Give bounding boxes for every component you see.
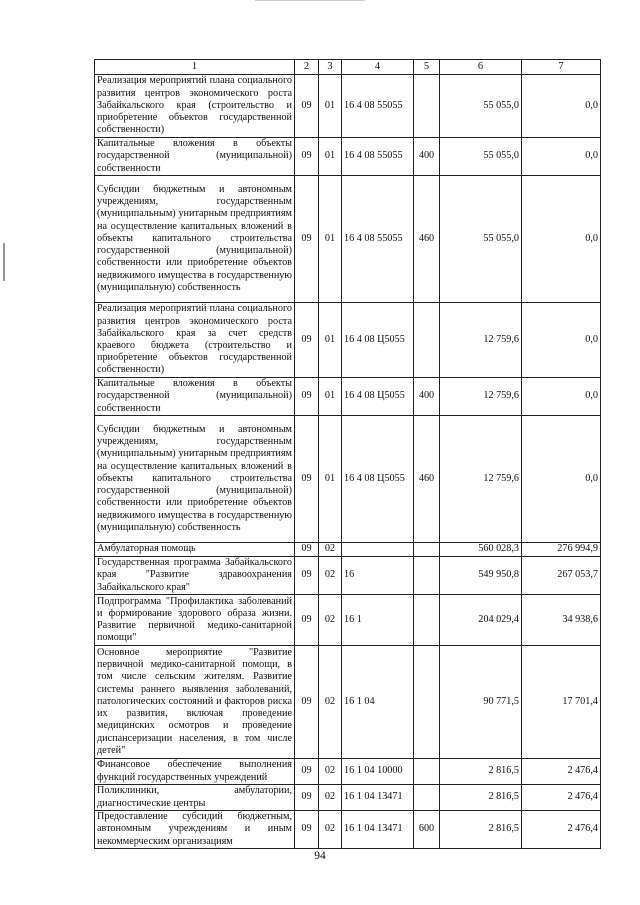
- row-amount-col6: 2 816,5: [440, 759, 522, 785]
- row-amount-col6: 55 055,0: [440, 75, 522, 138]
- table-row: [95, 811, 601, 849]
- row-name: Субсидии бюджетным и автономным учреждениям, государственным (муниципальным) унитарным предприятиям на осуществление капитальных вложений в объекты капитального строительства государственной (муниципальной) собственности или приобретение объектов недвижимого имущества в государственную (муниципальную) собственность: [95, 176, 295, 303]
- row-name: Поликлиники, амбулатории, диагностические центры: [95, 785, 295, 811]
- row-subsection: 02: [319, 543, 342, 557]
- table-row: [95, 595, 601, 646]
- row-target-code: 16 4 08 55055: [342, 75, 414, 138]
- row-section: 09: [295, 378, 319, 416]
- row-expense-type: 600: [414, 811, 440, 849]
- top-edge-line: [255, 0, 365, 1]
- row-amount-col6: 55 055,0: [440, 176, 522, 303]
- row-amount-col6: 2 816,5: [440, 811, 522, 849]
- column-header: 6: [440, 60, 522, 75]
- row-amount-col6: 12 759,6: [440, 303, 522, 378]
- row-name: Субсидии бюджетным и автономным учреждениям, государственным (муниципальным) унитарным предприятиям на осуществление капитальных вложений в объекты капитального строительства государственной (муниципальной) собственности или приобретение объектов недвижимого имущества в государственную (муниципальную) собственность: [95, 416, 295, 543]
- row-amount-col7: 2 476,4: [522, 811, 601, 849]
- row-expense-type: [414, 75, 440, 138]
- row-amount-col7: 0,0: [522, 138, 601, 176]
- row-section: 09: [295, 75, 319, 138]
- row-section: 09: [295, 646, 319, 759]
- row-amount-col6: 560 028,3: [440, 543, 522, 557]
- row-expense-type: 400: [414, 138, 440, 176]
- row-name: Реализация мероприятий плана социального развития центров экономического роста Забайкальского края (строительство и приобретение объектов государственной собственности): [95, 75, 295, 138]
- row-amount-col7: 2 476,4: [522, 785, 601, 811]
- row-section: 09: [295, 303, 319, 378]
- column-header: 5: [414, 60, 440, 75]
- row-subsection: 02: [319, 785, 342, 811]
- row-name: Предоставление субсидий бюджетным, автономным учреждениям и иным некоммерческим организациям: [95, 811, 295, 849]
- row-expense-type: [414, 303, 440, 378]
- row-amount-col7: 0,0: [522, 303, 601, 378]
- table-row: [95, 138, 601, 176]
- row-amount-col7: 0,0: [522, 75, 601, 138]
- row-target-code: 16 4 08 Ц5055: [342, 303, 414, 378]
- row-section: 09: [295, 811, 319, 849]
- row-subsection: 02: [319, 759, 342, 785]
- row-subsection: 01: [319, 416, 342, 543]
- row-target-code: 16 1 04 13471: [342, 785, 414, 811]
- table-header-row: [95, 60, 601, 75]
- table-row: [95, 543, 601, 557]
- row-name: Финансовое обеспечение выполнения функций государственных учреждений: [95, 759, 295, 785]
- table-row: [95, 378, 601, 416]
- row-target-code: [342, 543, 414, 557]
- row-subsection: 01: [319, 176, 342, 303]
- row-amount-col6: 12 759,6: [440, 416, 522, 543]
- row-section: 09: [295, 416, 319, 543]
- table-row: [95, 557, 601, 595]
- table-row: [95, 646, 601, 759]
- row-expense-type: [414, 595, 440, 646]
- row-expense-type: [414, 543, 440, 557]
- row-name: Основное мероприятие "Развитие первичной медико-санитарной помощи, в том числе сельским жителям. Развитие системы раннего выявления заболеваний, патологических состояний и факторов риска их развития, включая проведение медицинских осмотров и проведение диспансеризации населения, в том числе детей": [95, 646, 295, 759]
- row-subsection: 01: [319, 75, 342, 138]
- table-row: [95, 176, 601, 303]
- row-name: Государственная программа Забайкальского края "Развитие здравоохранения Забайкальского края": [95, 557, 295, 595]
- row-target-code: 16: [342, 557, 414, 595]
- row-amount-col6: 55 055,0: [440, 138, 522, 176]
- row-amount-col6: 12 759,6: [440, 378, 522, 416]
- row-amount-col7: 34 938,6: [522, 595, 601, 646]
- row-amount-col6: 90 771,5: [440, 646, 522, 759]
- row-expense-type: [414, 759, 440, 785]
- budget-table: [94, 59, 601, 849]
- row-target-code: 16 4 08 Ц5055: [342, 416, 414, 543]
- row-target-code: 16 1 04 13471: [342, 811, 414, 849]
- row-amount-col7: 0,0: [522, 176, 601, 303]
- row-expense-type: [414, 646, 440, 759]
- table-row: [95, 785, 601, 811]
- row-name: Капитальные вложения в объекты государственной (муниципальной) собственности: [95, 378, 295, 416]
- row-amount-col7: 2 476,4: [522, 759, 601, 785]
- row-expense-type: 460: [414, 416, 440, 543]
- row-section: 09: [295, 759, 319, 785]
- table-row: [95, 303, 601, 378]
- row-section: 09: [295, 176, 319, 303]
- row-target-code: 16 4 08 Ц5055: [342, 378, 414, 416]
- row-section: 09: [295, 557, 319, 595]
- row-subsection: 02: [319, 595, 342, 646]
- row-section: 09: [295, 138, 319, 176]
- row-subsection: 01: [319, 378, 342, 416]
- row-target-code: 16 1 04 10000: [342, 759, 414, 785]
- scan-margin-mark: [3, 243, 5, 281]
- row-subsection: 02: [319, 811, 342, 849]
- row-name: Капитальные вложения в объекты государственной (муниципальной) собственности: [95, 138, 295, 176]
- row-subsection: 01: [319, 303, 342, 378]
- row-name: Амбулаторная помощь: [95, 543, 295, 557]
- row-amount-col7: 276 994,9: [522, 543, 601, 557]
- table-row: [95, 416, 601, 543]
- row-amount-col7: 267 053,7: [522, 557, 601, 595]
- row-target-code: 16 4 08 55055: [342, 176, 414, 303]
- row-section: 09: [295, 595, 319, 646]
- column-header: 4: [342, 60, 414, 75]
- row-target-code: 16 4 08 55055: [342, 138, 414, 176]
- row-amount-col6: 549 950,8: [440, 557, 522, 595]
- row-name: Подпрограмма "Профилактика заболеваний и формирование здорового образа жизни. Развитие первичной медико-санитарной помощи": [95, 595, 295, 646]
- table-row: [95, 759, 601, 785]
- column-header: 2: [295, 60, 319, 75]
- row-name: Реализация мероприятий плана социального развития центров экономического роста Забайкальского края за счет средств краевого бюджета (строительство и приобретение объектов государственной собственности): [95, 303, 295, 378]
- row-amount-col6: 204 029,4: [440, 595, 522, 646]
- row-section: 09: [295, 543, 319, 557]
- row-subsection: 01: [319, 138, 342, 176]
- page-number: 94: [314, 850, 326, 862]
- column-header: 1: [95, 60, 295, 75]
- row-expense-type: 400: [414, 378, 440, 416]
- row-amount-col7: 17 701,4: [522, 646, 601, 759]
- row-expense-type: [414, 785, 440, 811]
- row-section: 09: [295, 785, 319, 811]
- table-row: [95, 75, 601, 138]
- row-target-code: 16 1: [342, 595, 414, 646]
- row-amount-col6: 2 816,5: [440, 785, 522, 811]
- column-header: 7: [522, 60, 601, 75]
- row-subsection: 02: [319, 557, 342, 595]
- row-target-code: 16 1 04: [342, 646, 414, 759]
- row-amount-col7: 0,0: [522, 416, 601, 543]
- row-expense-type: 460: [414, 176, 440, 303]
- row-expense-type: [414, 557, 440, 595]
- column-header: 3: [319, 60, 342, 75]
- row-amount-col7: 0,0: [522, 378, 601, 416]
- row-subsection: 02: [319, 646, 342, 759]
